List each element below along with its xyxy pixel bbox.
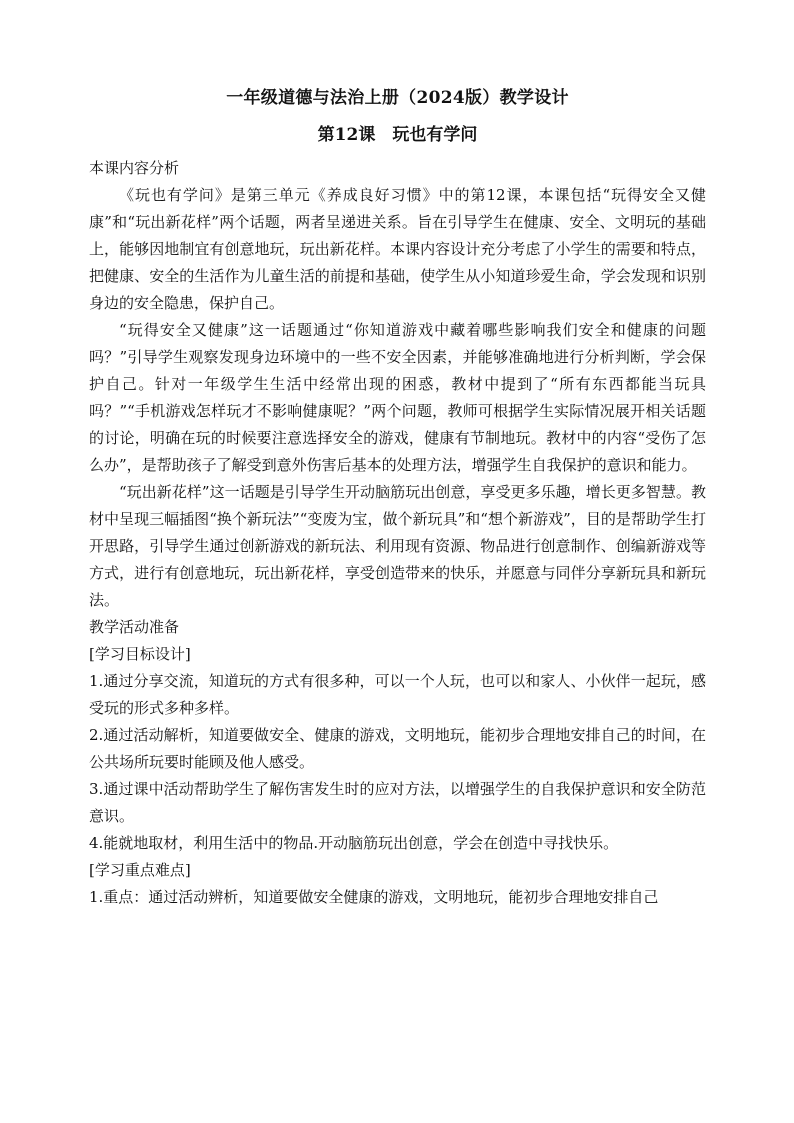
lesson-title: 第12课 玩也有学问 xyxy=(317,125,478,145)
section-heading-analysis: 本课内容分析 xyxy=(89,159,180,177)
analysis-paragraph: “玩出新花样”这一话题是引导学生开动脑筋玩出创意，享受更多乐趣，增长更多智慧。教材中呈现三幅插图“换个新玩法”“变废为宝，做个新玩具”和“想个新游戏”，目的是帮助学生打开思路，引导学生通过创新游戏的新玩法、利用现有资源、物品进行创意制作、创编新游戏等方式，进行有创意地玩，玩出新花样，享受创造带来的快乐，并愿意与同伴分享新玩具和新玩法。 xyxy=(89,483,706,609)
objective-item: 4.能就地取材，利用生活中的物品.开动脑筋玩出创意，学会在创造中寻找快乐。 xyxy=(89,834,619,852)
subsection-heading-objectives: [学习目标设计] xyxy=(89,645,191,663)
objective-item: 2.通过活动解析，知道要做安全、健康的游戏，文明地玩，能初步合理地安排自己的时间，在公共场所玩要时能顾及他人感受。 xyxy=(89,726,706,771)
analysis-paragraph: “玩得安全又健康”这一话题通过“你知道游戏中藏着哪些影响我们安全和健康的问题吗？”引导学生观察发现身边环境中的一些不安全因素，并能够准确地进行分析判断，学会保护自己。针对一年级学生生活中经常出现的困惑，教材中提到了“所有东西都能当玩具吗？”“手机游戏怎样玩才不影响健康呢？”两个问题，教师可根据学生实际情况展开相关话题的讨论，明确在玩的时候要注意选择安全的游戏，健康有节制地玩。教材中的内容“受伤了怎么办”，是帮助孩子了解受到意外伤害后基本的处理方法，增强学生自我保护的意识和能力。 xyxy=(89,321,706,474)
key-point-item: 1.重点：通过活动辨析，知道要做安全健康的游戏，文明地玩，能初步合理地安排自己 xyxy=(89,888,659,906)
subsection-heading-key-points: [学习重点难点] xyxy=(89,861,191,879)
document-title: 一年级道德与法治上册（2024版）教学设计 xyxy=(226,88,569,108)
objective-item: 1.通过分享交流，知道玩的方式有很多种，可以一个人玩，也可以和家人、小伙伴一起玩，感受玩的形式多种多样。 xyxy=(89,672,706,717)
objective-item: 3.通过课中活动帮助学生了解伤害发生时的应对方法，以增强学生的自我保护意识和安全防范意识。 xyxy=(89,780,706,825)
analysis-paragraph: 《玩也有学问》是第三单元《养成良好习惯》中的第12课，本课包括“玩得安全又健康”和“玩出新花样”两个话题，两者呈递进关系。旨在引导学生在健康、安全、文明玩的基础上，能够因地制宜有创意地玩，玩出新花样。本课内容设计充分考虑了小学生的需要和特点，把健康、安全的生活作为儿童生活的前提和基础，使学生从小知道珍爱生命，学会发现和识别身边的安全隐患，保护自己。 xyxy=(89,186,706,312)
section-heading-preparation: 教学活动准备 xyxy=(89,618,180,636)
